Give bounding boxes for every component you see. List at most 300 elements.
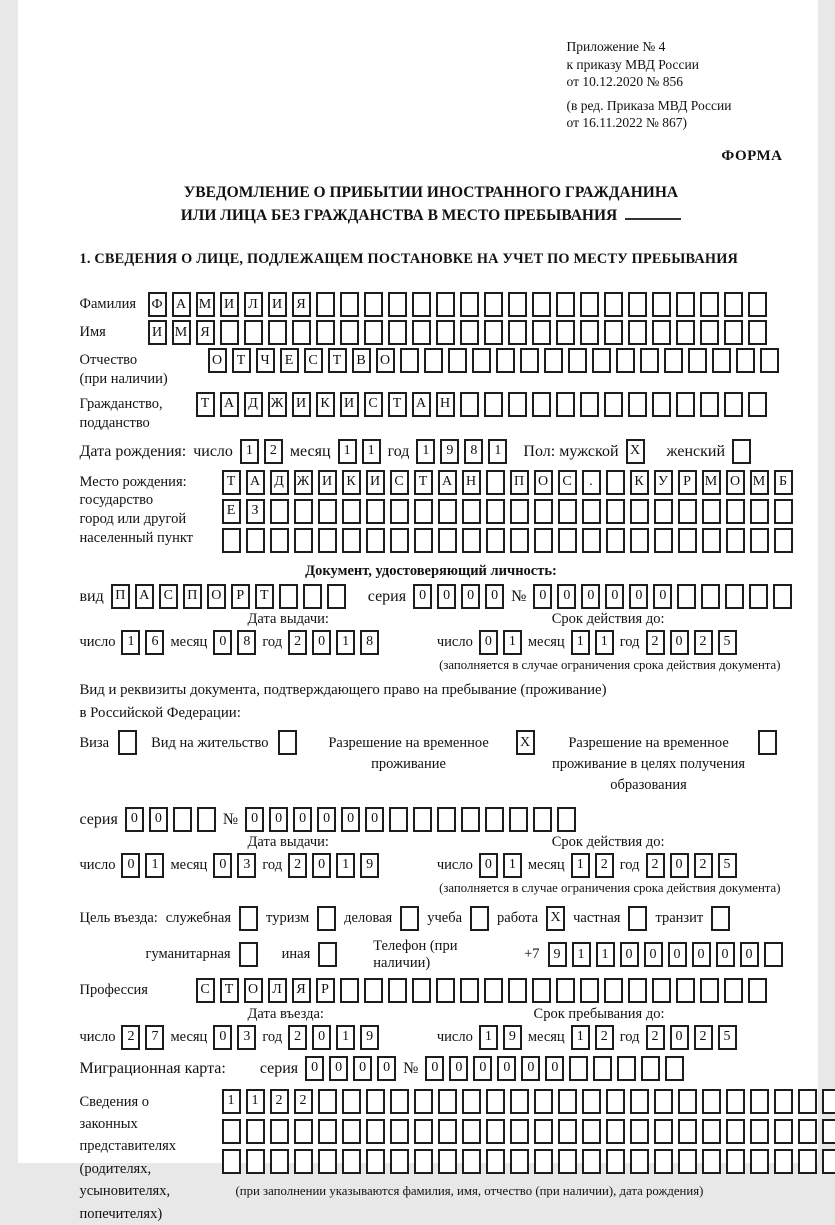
char-box[interactable]	[366, 1089, 385, 1114]
char-box[interactable]: 1	[479, 1025, 498, 1050]
char-box[interactable]: Н	[436, 392, 455, 417]
char-box[interactable]	[678, 499, 697, 524]
char-box[interactable]	[342, 499, 361, 524]
char-box[interactable]	[508, 292, 527, 317]
char-box[interactable]: 0	[413, 584, 432, 609]
char-box[interactable]	[318, 528, 337, 553]
char-box[interactable]	[606, 470, 625, 495]
char-box[interactable]	[366, 1149, 385, 1174]
char-box[interactable]	[364, 978, 383, 1003]
char-box[interactable]	[485, 807, 504, 832]
char-box[interactable]	[736, 348, 755, 373]
char-box[interactable]	[436, 292, 455, 317]
char-box[interactable]	[556, 392, 575, 417]
char-box[interactable]: Д	[270, 470, 289, 495]
char-box[interactable]: 2	[294, 1089, 313, 1114]
char-box[interactable]: Н	[462, 470, 481, 495]
char-box[interactable]	[509, 807, 528, 832]
char-box[interactable]: 0	[629, 584, 648, 609]
char-box[interactable]: 5	[718, 853, 737, 878]
char-box[interactable]	[414, 499, 433, 524]
char-box[interactable]	[342, 1149, 361, 1174]
char-box[interactable]: А	[172, 292, 191, 317]
char-box[interactable]: О	[207, 584, 226, 609]
char-box[interactable]: С	[390, 470, 409, 495]
char-box[interactable]: Е	[222, 499, 241, 524]
char-box[interactable]: 2	[288, 630, 307, 655]
char-box[interactable]: 2	[264, 439, 283, 464]
char-box[interactable]: И	[292, 392, 311, 417]
char-box[interactable]	[606, 528, 625, 553]
char-box[interactable]: 5	[718, 1025, 737, 1050]
char-box[interactable]: С	[304, 348, 323, 373]
char-box[interactable]: М	[702, 470, 721, 495]
char-box[interactable]: 1	[596, 942, 615, 967]
char-box[interactable]: 3	[237, 853, 256, 878]
char-box[interactable]	[724, 392, 743, 417]
char-box[interactable]: 0	[437, 584, 456, 609]
char-box[interactable]: А	[220, 392, 239, 417]
char-box[interactable]: С	[196, 978, 215, 1003]
char-box[interactable]: У	[654, 470, 673, 495]
char-box[interactable]: 0	[425, 1056, 444, 1081]
char-box[interactable]	[318, 499, 337, 524]
char-box[interactable]	[750, 1089, 769, 1114]
char-box[interactable]	[628, 392, 647, 417]
char-box[interactable]	[700, 320, 719, 345]
char-box[interactable]: 2	[646, 630, 665, 655]
char-box[interactable]	[582, 1089, 601, 1114]
char-box[interactable]: Т	[414, 470, 433, 495]
char-box[interactable]: 7	[145, 1025, 164, 1050]
char-box[interactable]	[438, 499, 457, 524]
char-box[interactable]	[533, 807, 552, 832]
char-box[interactable]	[688, 348, 707, 373]
char-box[interactable]	[676, 320, 695, 345]
char-box[interactable]	[220, 320, 239, 345]
char-box[interactable]	[244, 320, 263, 345]
char-box[interactable]	[654, 528, 673, 553]
char-box[interactable]: Б	[774, 470, 793, 495]
char-box[interactable]	[569, 1056, 588, 1081]
char-box[interactable]: 0	[213, 853, 232, 878]
char-box[interactable]: 2	[694, 630, 713, 655]
char-box[interactable]	[652, 392, 671, 417]
char-box[interactable]	[580, 978, 599, 1003]
char-box[interactable]: 0	[245, 807, 264, 832]
char-box[interactable]: Л	[268, 978, 287, 1003]
char-box[interactable]	[604, 978, 623, 1003]
char-box[interactable]	[748, 392, 767, 417]
char-box[interactable]: 1	[571, 853, 590, 878]
char-box[interactable]: 0	[121, 853, 140, 878]
char-box[interactable]: К	[342, 470, 361, 495]
char-box[interactable]	[486, 1149, 505, 1174]
char-box[interactable]: О	[726, 470, 745, 495]
char-box[interactable]	[484, 292, 503, 317]
char-box[interactable]: М	[196, 292, 215, 317]
char-box[interactable]	[616, 348, 635, 373]
char-box[interactable]	[798, 1089, 817, 1114]
char-box[interactable]	[606, 1089, 625, 1114]
char-box[interactable]	[568, 348, 587, 373]
char-box[interactable]	[412, 320, 431, 345]
char-box[interactable]	[414, 1149, 433, 1174]
char-box[interactable]	[270, 1119, 289, 1144]
char-box[interactable]	[412, 292, 431, 317]
char-box[interactable]	[294, 499, 313, 524]
char-box[interactable]	[510, 528, 529, 553]
char-box[interactable]	[532, 978, 551, 1003]
char-box[interactable]: 0	[533, 584, 552, 609]
char-box[interactable]: 0	[485, 584, 504, 609]
char-box[interactable]: П	[183, 584, 202, 609]
char-box[interactable]	[532, 292, 551, 317]
char-box[interactable]	[822, 1089, 835, 1114]
char-box[interactable]	[239, 906, 258, 931]
char-box[interactable]: 0	[497, 1056, 516, 1081]
char-box[interactable]: Ж	[268, 392, 287, 417]
char-box[interactable]: Р	[316, 978, 335, 1003]
char-box[interactable]: 0	[449, 1056, 468, 1081]
char-box[interactable]	[750, 1149, 769, 1174]
char-box[interactable]	[534, 1089, 553, 1114]
char-box[interactable]: 0	[670, 853, 689, 878]
char-box[interactable]: В	[352, 348, 371, 373]
char-box[interactable]	[246, 528, 265, 553]
char-box[interactable]	[390, 1089, 409, 1114]
char-box[interactable]	[582, 499, 601, 524]
char-box[interactable]	[118, 730, 137, 755]
char-box[interactable]	[774, 1089, 793, 1114]
char-box[interactable]: Ф	[148, 292, 167, 317]
char-box[interactable]: Ж	[294, 470, 313, 495]
char-box[interactable]: 0	[644, 942, 663, 967]
char-box[interactable]	[582, 528, 601, 553]
char-box[interactable]	[303, 584, 322, 609]
char-box[interactable]	[462, 1149, 481, 1174]
char-box[interactable]: 1	[571, 1025, 590, 1050]
char-box[interactable]	[366, 528, 385, 553]
char-box[interactable]: Я	[196, 320, 215, 345]
char-box[interactable]: 0	[545, 1056, 564, 1081]
char-box[interactable]: 2	[288, 853, 307, 878]
char-box[interactable]	[641, 1056, 660, 1081]
char-box[interactable]	[436, 978, 455, 1003]
char-box[interactable]	[520, 348, 539, 373]
char-box[interactable]	[534, 499, 553, 524]
char-box[interactable]: .	[582, 470, 601, 495]
char-box[interactable]	[437, 807, 456, 832]
char-box[interactable]	[750, 499, 769, 524]
char-box[interactable]: И	[268, 292, 287, 317]
char-box[interactable]	[400, 348, 419, 373]
char-box[interactable]: К	[630, 470, 649, 495]
char-box[interactable]: 2	[288, 1025, 307, 1050]
char-box[interactable]	[724, 320, 743, 345]
char-box[interactable]	[496, 348, 515, 373]
char-box[interactable]	[544, 348, 563, 373]
char-box[interactable]	[438, 1149, 457, 1174]
char-box[interactable]: 0	[479, 853, 498, 878]
char-box[interactable]	[630, 1119, 649, 1144]
char-box[interactable]	[774, 1149, 793, 1174]
char-box[interactable]: 2	[121, 1025, 140, 1050]
char-box[interactable]: А	[135, 584, 154, 609]
char-box[interactable]: 0	[557, 584, 576, 609]
char-box[interactable]	[749, 584, 768, 609]
char-box[interactable]	[630, 528, 649, 553]
char-box[interactable]: 5	[718, 630, 737, 655]
char-box[interactable]: 0	[125, 807, 144, 832]
char-box[interactable]: Л	[244, 292, 263, 317]
char-box[interactable]: О	[534, 470, 553, 495]
char-box[interactable]	[460, 392, 479, 417]
char-box[interactable]	[534, 1119, 553, 1144]
char-box[interactable]	[557, 807, 576, 832]
char-box[interactable]: 8	[237, 630, 256, 655]
char-box[interactable]: 0	[668, 942, 687, 967]
char-box[interactable]	[294, 1119, 313, 1144]
char-box[interactable]	[665, 1056, 684, 1081]
char-box[interactable]: X	[546, 906, 565, 931]
char-box[interactable]: Т	[232, 348, 251, 373]
char-box[interactable]	[388, 978, 407, 1003]
char-box[interactable]	[630, 499, 649, 524]
char-box[interactable]: Ч	[256, 348, 275, 373]
char-box[interactable]	[436, 320, 455, 345]
char-box[interactable]	[239, 942, 258, 967]
char-box[interactable]	[278, 730, 297, 755]
char-box[interactable]: 0	[312, 630, 331, 655]
char-box[interactable]: А	[438, 470, 457, 495]
char-box[interactable]: И	[220, 292, 239, 317]
char-box[interactable]: 8	[360, 630, 379, 655]
char-box[interactable]: 0	[605, 584, 624, 609]
char-box[interactable]	[268, 320, 287, 345]
char-box[interactable]	[652, 292, 671, 317]
char-box[interactable]	[484, 320, 503, 345]
char-box[interactable]	[678, 1119, 697, 1144]
char-box[interactable]	[606, 1119, 625, 1144]
char-box[interactable]	[558, 528, 577, 553]
char-box[interactable]	[342, 1119, 361, 1144]
char-box[interactable]	[726, 499, 745, 524]
char-box[interactable]	[774, 528, 793, 553]
char-box[interactable]: X	[626, 439, 645, 464]
char-box[interactable]: И	[148, 320, 167, 345]
char-box[interactable]: 9	[440, 439, 459, 464]
char-box[interactable]	[510, 1089, 529, 1114]
char-box[interactable]: А	[246, 470, 265, 495]
char-box[interactable]	[414, 528, 433, 553]
char-box[interactable]: 1	[338, 439, 357, 464]
char-box[interactable]	[292, 320, 311, 345]
char-box[interactable]	[364, 292, 383, 317]
char-box[interactable]	[486, 499, 505, 524]
char-box[interactable]: С	[364, 392, 383, 417]
char-box[interactable]: Т	[222, 470, 241, 495]
char-box[interactable]	[582, 1119, 601, 1144]
char-box[interactable]: 1	[572, 942, 591, 967]
char-box[interactable]: 2	[595, 853, 614, 878]
char-box[interactable]: 9	[360, 1025, 379, 1050]
char-box[interactable]	[798, 1119, 817, 1144]
char-box[interactable]: Р	[231, 584, 250, 609]
char-box[interactable]	[532, 320, 551, 345]
char-box[interactable]	[726, 1119, 745, 1144]
char-box[interactable]: 0	[317, 807, 336, 832]
char-box[interactable]	[470, 906, 489, 931]
char-box[interactable]	[678, 528, 697, 553]
char-box[interactable]	[484, 978, 503, 1003]
char-box[interactable]	[462, 528, 481, 553]
char-box[interactable]: 2	[595, 1025, 614, 1050]
char-box[interactable]: 0	[377, 1056, 396, 1081]
char-box[interactable]	[556, 978, 575, 1003]
char-box[interactable]	[460, 320, 479, 345]
char-box[interactable]	[652, 320, 671, 345]
char-box[interactable]: С	[159, 584, 178, 609]
char-box[interactable]: 0	[213, 630, 232, 655]
char-box[interactable]	[725, 584, 744, 609]
char-box[interactable]: 1	[571, 630, 590, 655]
char-box[interactable]	[702, 499, 721, 524]
char-box[interactable]	[390, 528, 409, 553]
char-box[interactable]: 1	[595, 630, 614, 655]
char-box[interactable]	[342, 1089, 361, 1114]
char-box[interactable]	[508, 392, 527, 417]
char-box[interactable]	[556, 292, 575, 317]
char-box[interactable]	[748, 978, 767, 1003]
char-box[interactable]: Я	[292, 978, 311, 1003]
char-box[interactable]: 0	[620, 942, 639, 967]
char-box[interactable]	[798, 1149, 817, 1174]
char-box[interactable]: И	[366, 470, 385, 495]
char-box[interactable]	[222, 528, 241, 553]
char-box[interactable]	[534, 1149, 553, 1174]
char-box[interactable]: Т	[255, 584, 274, 609]
char-box[interactable]: И	[340, 392, 359, 417]
char-box[interactable]	[462, 1119, 481, 1144]
char-box[interactable]	[726, 1149, 745, 1174]
char-box[interactable]	[628, 320, 647, 345]
char-box[interactable]: X	[516, 730, 535, 755]
char-box[interactable]	[617, 1056, 636, 1081]
char-box[interactable]: З	[246, 499, 265, 524]
char-box[interactable]	[664, 348, 683, 373]
char-box[interactable]	[400, 906, 419, 931]
char-box[interactable]	[438, 1119, 457, 1144]
char-box[interactable]	[510, 1149, 529, 1174]
char-box[interactable]: 0	[312, 853, 331, 878]
char-box[interactable]	[294, 528, 313, 553]
char-box[interactable]	[702, 1149, 721, 1174]
char-box[interactable]	[712, 348, 731, 373]
char-box[interactable]: П	[510, 470, 529, 495]
char-box[interactable]	[654, 499, 673, 524]
char-box[interactable]	[486, 528, 505, 553]
char-box[interactable]	[774, 499, 793, 524]
char-box[interactable]	[700, 978, 719, 1003]
char-box[interactable]: М	[750, 470, 769, 495]
char-box[interactable]	[316, 320, 335, 345]
char-box[interactable]	[724, 978, 743, 1003]
char-box[interactable]	[726, 528, 745, 553]
char-box[interactable]: 9	[360, 853, 379, 878]
char-box[interactable]: 0	[329, 1056, 348, 1081]
char-box[interactable]: 0	[716, 942, 735, 967]
char-box[interactable]	[510, 1119, 529, 1144]
char-box[interactable]	[760, 348, 779, 373]
char-box[interactable]: 0	[213, 1025, 232, 1050]
char-box[interactable]	[558, 499, 577, 524]
char-box[interactable]	[593, 1056, 612, 1081]
char-box[interactable]	[270, 499, 289, 524]
char-box[interactable]	[486, 1089, 505, 1114]
char-box[interactable]	[558, 1149, 577, 1174]
char-box[interactable]: С	[558, 470, 577, 495]
char-box[interactable]	[628, 292, 647, 317]
char-box[interactable]	[580, 320, 599, 345]
char-box[interactable]	[758, 730, 777, 755]
char-box[interactable]	[606, 1149, 625, 1174]
char-box[interactable]	[654, 1089, 673, 1114]
char-box[interactable]	[508, 320, 527, 345]
char-box[interactable]: Д	[244, 392, 263, 417]
char-box[interactable]	[461, 807, 480, 832]
char-box[interactable]	[677, 584, 696, 609]
char-box[interactable]	[606, 499, 625, 524]
char-box[interactable]: А	[412, 392, 431, 417]
char-box[interactable]	[484, 392, 503, 417]
char-box[interactable]: Т	[328, 348, 347, 373]
char-box[interactable]	[702, 1089, 721, 1114]
char-box[interactable]	[750, 1119, 769, 1144]
char-box[interactable]: 1	[336, 853, 355, 878]
char-box[interactable]: Т	[220, 978, 239, 1003]
char-box[interactable]: 1	[503, 630, 522, 655]
char-box[interactable]	[701, 584, 720, 609]
char-box[interactable]	[652, 978, 671, 1003]
char-box[interactable]: 0	[521, 1056, 540, 1081]
char-box[interactable]	[700, 392, 719, 417]
char-box[interactable]	[702, 1119, 721, 1144]
char-box[interactable]	[774, 1119, 793, 1144]
char-box[interactable]	[294, 1149, 313, 1174]
char-box[interactable]	[628, 978, 647, 1003]
char-box[interactable]	[630, 1089, 649, 1114]
char-box[interactable]: Т	[196, 392, 215, 417]
char-box[interactable]: 1	[416, 439, 435, 464]
char-box[interactable]	[318, 942, 337, 967]
char-box[interactable]	[279, 584, 298, 609]
char-box[interactable]	[676, 292, 695, 317]
char-box[interactable]	[558, 1119, 577, 1144]
char-box[interactable]: 0	[341, 807, 360, 832]
char-box[interactable]: 0	[269, 807, 288, 832]
char-box[interactable]	[764, 942, 783, 967]
char-box[interactable]	[726, 1089, 745, 1114]
char-box[interactable]	[773, 584, 792, 609]
char-box[interactable]	[676, 392, 695, 417]
char-box[interactable]	[340, 320, 359, 345]
char-box[interactable]: 2	[694, 1025, 713, 1050]
char-box[interactable]: 0	[473, 1056, 492, 1081]
char-box[interactable]	[654, 1119, 673, 1144]
char-box[interactable]	[592, 348, 611, 373]
char-box[interactable]: 3	[237, 1025, 256, 1050]
